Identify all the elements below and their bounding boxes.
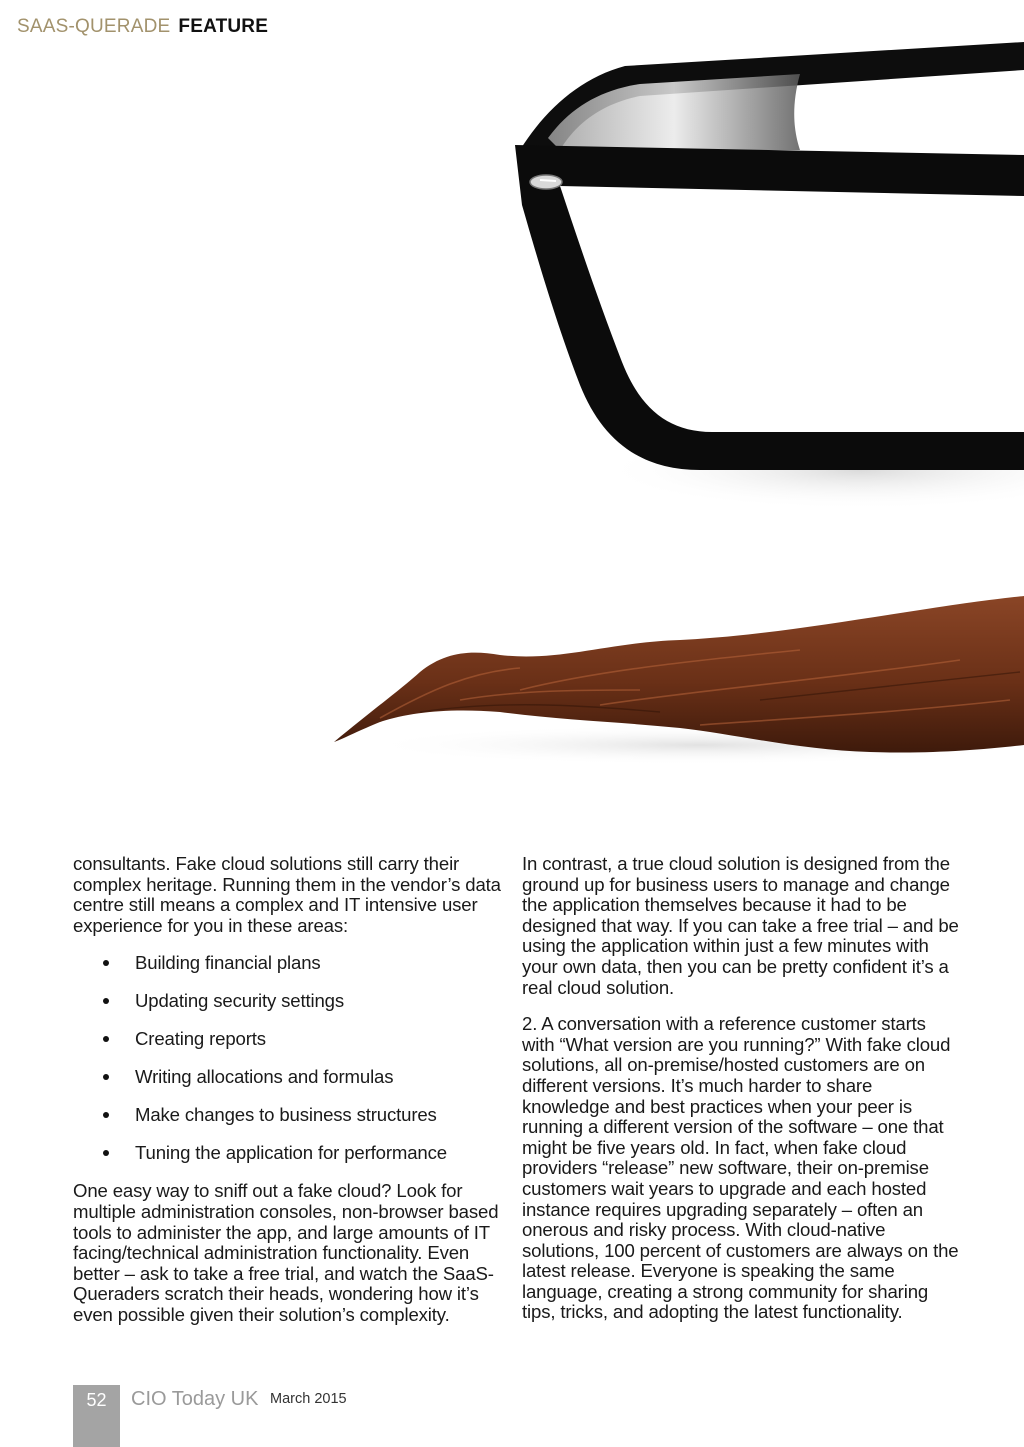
bullet-icon bbox=[103, 1074, 109, 1080]
list-item bbox=[73, 1066, 505, 1087]
bullet-icon bbox=[103, 1150, 109, 1156]
bullet-icon bbox=[103, 1036, 109, 1042]
page-number: 52 bbox=[86, 1390, 107, 1410]
list-item-text: Building financial plans bbox=[135, 952, 321, 974]
glasses-arm bbox=[520, 42, 1024, 150]
list-item-text: Make changes to business structures bbox=[135, 1104, 437, 1126]
issue-date: March 2015 bbox=[270, 1391, 347, 1407]
left-column bbox=[73, 854, 505, 1326]
list-item bbox=[73, 1142, 505, 1163]
moustache bbox=[334, 596, 1024, 765]
list-item-text: Tuning the application for performance bbox=[135, 1142, 447, 1164]
bullet-icon bbox=[103, 960, 109, 966]
bullet-icon bbox=[103, 1112, 109, 1118]
list-item-text: Updating security settings bbox=[135, 990, 345, 1012]
bullet-list bbox=[73, 952, 505, 1163]
list-item-text: Creating reports bbox=[135, 1028, 266, 1050]
list-item bbox=[73, 990, 505, 1011]
left-closing-paragraph: One easy way to sniff out a fake cloud? Look for multiple administration consoles, non-browser based tools to administer the app, and large amounts of IT facing/technical administration functionality. Even better – ask to take a free trial, and watch the SaaS-Queraders scratch their heads, wondering how it’s even possible given their solution’s complexity. bbox=[73, 1180, 499, 1325]
glasses-frame bbox=[515, 145, 1024, 470]
right-column bbox=[522, 854, 962, 1323]
left-intro-paragraph: consultants. Fake cloud solutions still carry their complex heritage. Running them in the vendor’s data centre still means a complex and IT intensive user experience for you in these areas: bbox=[73, 853, 501, 936]
publication-name: CIO Today UK bbox=[131, 1388, 259, 1410]
feature-label: FEATURE bbox=[178, 16, 269, 37]
list-item bbox=[73, 1104, 505, 1125]
list-item bbox=[73, 1028, 505, 1049]
list-item-text: Writing allocations and formulas bbox=[135, 1066, 394, 1088]
bullet-icon bbox=[103, 998, 109, 1004]
frame-rivet bbox=[530, 175, 562, 189]
section-label: SAAS-QUERADE bbox=[17, 16, 171, 37]
right-paragraph-1: In contrast, a true cloud solution is designed from the ground up for business users to manage and change the application themselves because it had to be designed that way. If you can take a free trial – and be using the application within just a few minutes with your own data, then you can be pretty confident it’s a real cloud solution. bbox=[522, 853, 959, 998]
right-paragraph-2: 2. A conversation with a reference customer starts with “What version are you running?” With fake cloud solutions, all on-premise/hosted customers are on different versions. It’s much harder to share knowledge and best practices when your peer is running a different version of the software – one that might be five years old. In fact, when fake cloud providers “release” new software, their on-premise customers wait years to upgrade and each hosted instance requires upgrading separately – often an onerous and risky process. With cloud-native solutions, 100 percent of customers are always on the latest release. Everyone is speaking the same language, creating a strong community for sharing tips, tricks, and adopting the latest functionality. bbox=[522, 1013, 959, 1323]
list-item bbox=[73, 952, 505, 973]
